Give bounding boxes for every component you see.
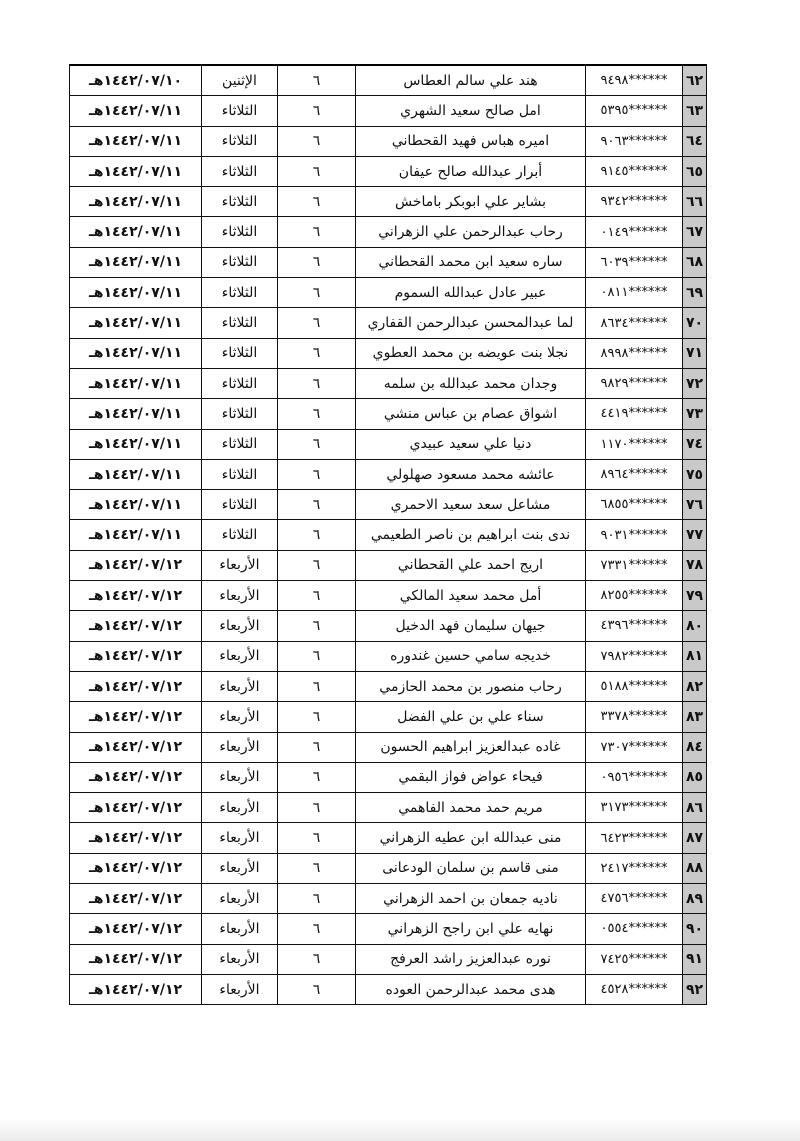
row-number-cell: ٩١ [683,944,707,974]
count-cell: ٦ [278,217,356,247]
masked-id-cell: ٨٢٥٥****** [586,581,683,611]
row-number-cell: ٦٢ [683,65,707,96]
trainee-name-cell: هدى محمد عبدالرحمن العوده [356,974,586,1004]
trainee-name-cell: خديجه سامي حسين غندوره [356,641,586,671]
trainee-name-cell: نوره عبدالعزيز راشد العرفج [356,944,586,974]
row-number-cell: ٩٢ [683,974,707,1004]
roster-body [70,65,707,1005]
count-cell: ٦ [278,399,356,429]
count-cell: ٦ [278,732,356,762]
hijri-date-cell: ١٤٤٢/٠٧/١١هـ [70,187,202,217]
weekday-cell: الثلاثاء [202,187,278,217]
trainee-name-cell: هند علي سالم العطاس [356,65,586,96]
weekday-cell: الثلاثاء [202,96,278,126]
count-cell: ٦ [278,611,356,641]
masked-id-cell: ٨٩٩٨****** [586,338,683,368]
hijri-date-cell: ١٤٤٢/٠٧/١١هـ [70,490,202,520]
masked-id-cell: ٨٩٦٤****** [586,459,683,489]
weekday-cell: الثلاثاء [202,368,278,398]
weekday-cell: الأربعاء [202,641,278,671]
masked-id-cell: ١١٧٠****** [586,429,683,459]
count-cell: ٦ [278,429,356,459]
masked-id-cell: ٤٣٩٦****** [586,611,683,641]
table-row [70,611,707,641]
weekday-cell: الأربعاء [202,702,278,732]
hijri-date-cell: ١٤٤٢/٠٧/١١هـ [70,459,202,489]
count-cell: ٦ [278,490,356,520]
count-cell: ٦ [278,853,356,883]
masked-id-cell: ٩٤٩٨****** [586,65,683,96]
weekday-cell: الإثنين [202,65,278,96]
hijri-date-cell: ١٤٤٢/٠٧/١٢هـ [70,611,202,641]
masked-id-cell: ٥٣٩٥****** [586,96,683,126]
weekday-cell: الأربعاء [202,732,278,762]
weekday-cell: الأربعاء [202,944,278,974]
masked-id-cell: ٧٣٣١****** [586,550,683,580]
row-number-cell: ٦٤ [683,126,707,156]
masked-id-cell: ٠٩٥٦****** [586,762,683,792]
weekday-cell: الثلاثاء [202,247,278,277]
trainee-name-cell: اميره هباس فهيد القحطاني [356,126,586,156]
masked-id-cell: ٤٥٢٨****** [586,974,683,1004]
count-cell: ٦ [278,520,356,550]
hijri-date-cell: ١٤٤٢/٠٧/١٢هـ [70,823,202,853]
weekday-cell: الثلاثاء [202,308,278,338]
hijri-date-cell: ١٤٤٢/٠٧/١٠هـ [70,65,202,96]
table-row [70,823,707,853]
hijri-date-cell: ١٤٤٢/٠٧/١١هـ [70,96,202,126]
hijri-date-cell: ١٤٤٢/٠٧/١٢هـ [70,641,202,671]
weekday-cell: الثلاثاء [202,490,278,520]
weekday-cell: الأربعاء [202,581,278,611]
hijri-date-cell: ١٤٤٢/٠٧/١١هـ [70,278,202,308]
trainee-name-cell: ندى بنت ابراهيم بن ناصر الطعيمي [356,520,586,550]
count-cell: ٦ [278,247,356,277]
table-row [70,520,707,550]
hijri-date-cell: ١٤٤٢/٠٧/١٢هـ [70,853,202,883]
count-cell: ٦ [278,126,356,156]
weekday-cell: الثلاثاء [202,459,278,489]
trainee-name-cell: سناء علي بن علي الفضل [356,702,586,732]
table-row [70,338,707,368]
table-row [70,126,707,156]
table-row [70,217,707,247]
trainee-name-cell: منى قاسم بن سلمان الودعانى [356,853,586,883]
table-row [70,732,707,762]
hijri-date-cell: ١٤٤٢/٠٧/١٢هـ [70,702,202,732]
table-row [70,96,707,126]
trainee-name-cell: رحاب عبدالرحمن علي الزهراني [356,217,586,247]
table-row [70,671,707,701]
table-row [70,884,707,914]
count-cell: ٦ [278,823,356,853]
trainee-name-cell: أبرار عبدالله صالح عيفان [356,156,586,186]
trainee-name-cell: رحاب منصور بن محمد الحازمي [356,671,586,701]
masked-id-cell: ٩٨٢٩****** [586,368,683,398]
weekday-cell: الثلاثاء [202,429,278,459]
table-row [70,156,707,186]
count-cell: ٦ [278,671,356,701]
count-cell: ٦ [278,368,356,398]
trainee-name-cell: ساره سعيد ابن محمد القحطاني [356,247,586,277]
masked-id-cell: ٤٤١٩****** [586,399,683,429]
trainee-name-cell: امل صالح سعيد الشهري [356,96,586,126]
trainee-name-cell: مشاعل سعد سعيد الاحمري [356,490,586,520]
roster-table [69,64,707,1005]
row-number-cell: ٨٨ [683,853,707,883]
trainee-name-cell: غاده عبدالعزيز ابراهيم الحسون [356,732,586,762]
trainee-name-cell: عائشه محمد مسعود صهلولي [356,459,586,489]
hijri-date-cell: ١٤٤٢/٠٧/١١هـ [70,308,202,338]
weekday-cell: الثلاثاء [202,126,278,156]
table-row [70,793,707,823]
trainee-name-cell: ناديه جمعان بن احمد الزهراني [356,884,586,914]
masked-id-cell: ٠٨١١****** [586,278,683,308]
hijri-date-cell: ١٤٤٢/٠٧/١٢هـ [70,884,202,914]
hijri-date-cell: ١٤٤٢/٠٧/١٢هـ [70,762,202,792]
table-row [70,368,707,398]
table-row [70,914,707,944]
hijri-date-cell: ١٤٤٢/٠٧/١١هـ [70,520,202,550]
hijri-date-cell: ١٤٤٢/٠٧/١١هـ [70,399,202,429]
masked-id-cell: ٣١٧٣****** [586,793,683,823]
weekday-cell: الأربعاء [202,793,278,823]
hijri-date-cell: ١٤٤٢/٠٧/١٢هـ [70,671,202,701]
count-cell: ٦ [278,641,356,671]
masked-id-cell: ٥١٨٨****** [586,671,683,701]
masked-id-cell: ٩٠٣١****** [586,520,683,550]
masked-id-cell: ٩١٤٥****** [586,156,683,186]
count-cell: ٦ [278,338,356,368]
masked-id-cell: ٧٩٨٢****** [586,641,683,671]
hijri-date-cell: ١٤٤٢/٠٧/١١هـ [70,217,202,247]
masked-id-cell: ٣٣٧٨****** [586,702,683,732]
row-number-cell: ٨٣ [683,702,707,732]
weekday-cell: الأربعاء [202,550,278,580]
row-number-cell: ٦٣ [683,96,707,126]
table-row [70,762,707,792]
weekday-cell: الأربعاء [202,884,278,914]
count-cell: ٦ [278,914,356,944]
row-number-cell: ٧٠ [683,308,707,338]
masked-id-cell: ٦٠٣٩****** [586,247,683,277]
table-row [70,308,707,338]
row-number-cell: ٧٦ [683,490,707,520]
count-cell: ٦ [278,65,356,96]
hijri-date-cell: ١٤٤٢/٠٧/١٢هـ [70,732,202,762]
count-cell: ٦ [278,156,356,186]
trainee-name-cell: جيهان سليمان فهد الدخيل [356,611,586,641]
trainee-name-cell: فيحاء عواض فواز البقمي [356,762,586,792]
masked-id-cell: ٩٠٦٣****** [586,126,683,156]
row-number-cell: ٨٦ [683,793,707,823]
trainee-name-cell: اشواق عصام بن عباس منشي [356,399,586,429]
count-cell: ٦ [278,702,356,732]
masked-id-cell: ٦٤٢٣****** [586,823,683,853]
count-cell: ٦ [278,793,356,823]
weekday-cell: الأربعاء [202,762,278,792]
table-row [70,65,707,96]
trainee-name-cell: نجلا بنت عويضه بن محمد العطوي [356,338,586,368]
weekday-cell: الأربعاء [202,914,278,944]
weekday-cell: الأربعاء [202,823,278,853]
table-row [70,187,707,217]
row-number-cell: ٧٢ [683,368,707,398]
page-bottom-shadow [0,1118,800,1141]
masked-id-cell: ٠١٤٩****** [586,217,683,247]
count-cell: ٦ [278,96,356,126]
trainee-name-cell: عبير عادل عبدالله السموم [356,278,586,308]
row-number-cell: ٨١ [683,641,707,671]
count-cell: ٦ [278,974,356,1004]
table-row [70,944,707,974]
table-row [70,641,707,671]
trainee-name-cell: أمل محمد سعيد المالكي [356,581,586,611]
row-number-cell: ٨٧ [683,823,707,853]
row-number-cell: ٦٩ [683,278,707,308]
hijri-date-cell: ١٤٤٢/٠٧/١١هـ [70,368,202,398]
table-row [70,278,707,308]
row-number-cell: ٩٠ [683,914,707,944]
row-number-cell: ٦٥ [683,156,707,186]
hijri-date-cell: ١٤٤٢/٠٧/١٢هـ [70,944,202,974]
trainee-name-cell: دنيا علي سعيد عبيدي [356,429,586,459]
table-row [70,459,707,489]
count-cell: ٦ [278,459,356,489]
weekday-cell: الثلاثاء [202,399,278,429]
hijri-date-cell: ١٤٤٢/٠٧/١٢هـ [70,581,202,611]
table-row [70,490,707,520]
count-cell: ٦ [278,762,356,792]
row-number-cell: ٨٥ [683,762,707,792]
table-row [70,974,707,1004]
count-cell: ٦ [278,944,356,974]
hijri-date-cell: ١٤٤٢/٠٧/١٢هـ [70,914,202,944]
row-number-cell: ٨٠ [683,611,707,641]
count-cell: ٦ [278,581,356,611]
row-number-cell: ٦٦ [683,187,707,217]
count-cell: ٦ [278,278,356,308]
hijri-date-cell: ١٤٤٢/٠٧/١١هـ [70,126,202,156]
weekday-cell: الأربعاء [202,974,278,1004]
masked-id-cell: ٠٥٥٤****** [586,914,683,944]
count-cell: ٦ [278,308,356,338]
row-number-cell: ٧١ [683,338,707,368]
hijri-date-cell: ١٤٤٢/٠٧/١١هـ [70,338,202,368]
hijri-date-cell: ١٤٤٢/٠٧/١١هـ [70,156,202,186]
row-number-cell: ٧٩ [683,581,707,611]
row-number-cell: ٧٥ [683,459,707,489]
masked-id-cell: ٦٨٥٥****** [586,490,683,520]
trainee-name-cell: وجدان محمد عبدالله بن سلمه [356,368,586,398]
table-row [70,853,707,883]
row-number-cell: ٨٤ [683,732,707,762]
weekday-cell: الثلاثاء [202,156,278,186]
masked-id-cell: ٢٤١٧****** [586,853,683,883]
row-number-cell: ٦٧ [683,217,707,247]
hijri-date-cell: ١٤٤٢/٠٧/١١هـ [70,429,202,459]
weekday-cell: الثلاثاء [202,520,278,550]
masked-id-cell: ٧٤٢٥****** [586,944,683,974]
trainee-name-cell: نهايه علي ابن راجح الزهراني [356,914,586,944]
table-row [70,550,707,580]
row-number-cell: ٨٢ [683,671,707,701]
masked-id-cell: ٩٣٤٢****** [586,187,683,217]
row-number-cell: ٦٨ [683,247,707,277]
table-row [70,429,707,459]
row-number-cell: ٧٤ [683,429,707,459]
row-number-cell: ٧٧ [683,520,707,550]
weekday-cell: الثلاثاء [202,278,278,308]
weekday-cell: الثلاثاء [202,217,278,247]
table-row [70,702,707,732]
hijri-date-cell: ١٤٤٢/٠٧/١٢هـ [70,974,202,1004]
count-cell: ٦ [278,550,356,580]
weekday-cell: الثلاثاء [202,338,278,368]
row-number-cell: ٨٩ [683,884,707,914]
trainee-name-cell: بشاير علي ابوبكر باماخش [356,187,586,217]
trainee-name-cell: مريم حمد محمد الفاهمي [356,793,586,823]
hijri-date-cell: ١٤٤٢/٠٧/١١هـ [70,247,202,277]
hijri-date-cell: ١٤٤٢/٠٧/١٢هـ [70,793,202,823]
table-row [70,247,707,277]
masked-id-cell: ٨٦٣٤****** [586,308,683,338]
row-number-cell: ٧٨ [683,550,707,580]
trainee-name-cell: لما عبدالمحسن عبدالرحمن القفاري [356,308,586,338]
weekday-cell: الأربعاء [202,853,278,883]
trainee-name-cell: اريج احمد علي القحطاني [356,550,586,580]
table-row [70,399,707,429]
weekday-cell: الأربعاء [202,611,278,641]
row-number-cell: ٧٣ [683,399,707,429]
count-cell: ٦ [278,884,356,914]
hijri-date-cell: ١٤٤٢/٠٧/١٢هـ [70,550,202,580]
weekday-cell: الأربعاء [202,671,278,701]
masked-id-cell: ٧٣٠٧****** [586,732,683,762]
count-cell: ٦ [278,187,356,217]
trainee-name-cell: منى عبدالله ابن عطيه الزهراني [356,823,586,853]
table-row [70,581,707,611]
masked-id-cell: ٤٧٥٦****** [586,884,683,914]
